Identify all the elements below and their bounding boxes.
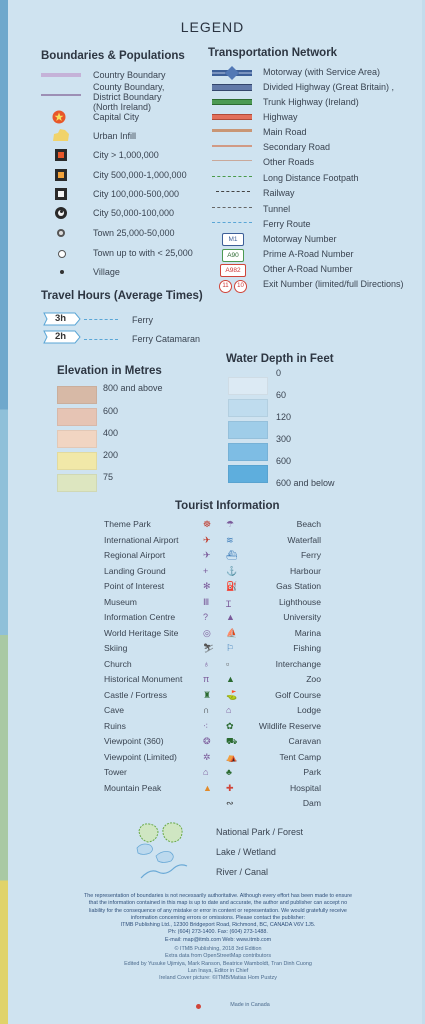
ferry-route-line bbox=[212, 222, 252, 223]
legend-label: Village bbox=[93, 267, 120, 277]
tourist-label-right: Hospital bbox=[289, 782, 321, 793]
tourist-icon: ▲ bbox=[226, 674, 235, 684]
elevation-label: 400 bbox=[103, 428, 119, 438]
capital-city-icon bbox=[52, 110, 66, 129]
tourist-icon: ☸ bbox=[203, 519, 212, 529]
village-icon bbox=[60, 270, 64, 274]
tourist-label-left: Ruins bbox=[104, 720, 126, 731]
depth-label: 0 bbox=[276, 368, 282, 378]
tourist-label-right: Golf Course bbox=[275, 689, 321, 700]
legend-label: Long Distance Footpath bbox=[263, 173, 359, 183]
area-label: National Park / Forest bbox=[216, 827, 304, 837]
legend-label: Ferry Catamaran bbox=[132, 334, 201, 344]
legend-label: Divided Highway (Great Britain) , bbox=[263, 82, 395, 92]
legend-label: Highway bbox=[263, 112, 298, 122]
tourist-label-right: Caravan bbox=[288, 736, 321, 746]
tourist-label-left: Mountain Peak bbox=[104, 782, 162, 793]
catamaran-route-line bbox=[84, 339, 118, 340]
tourist-label-right: Marina bbox=[294, 627, 321, 638]
depth-label: 300 bbox=[276, 434, 292, 444]
tourist-icon: ✚ bbox=[226, 782, 234, 793]
legend-label: Country Boundary bbox=[93, 70, 166, 80]
tourist-icon: ✈ bbox=[203, 550, 211, 560]
tourist-icon: ? bbox=[203, 612, 209, 622]
county-boundary-line bbox=[41, 94, 81, 96]
tourist-icon: ⚐ bbox=[226, 643, 235, 653]
tourist-icon: ⛺ bbox=[226, 751, 238, 762]
elevation-swatch bbox=[57, 386, 97, 404]
elevation-swatch bbox=[57, 474, 97, 492]
tourist-label-right: Waterfall bbox=[287, 534, 321, 545]
legend-label: Main Road bbox=[263, 127, 307, 137]
tourist-icon: ♁ bbox=[203, 658, 210, 669]
city-50k-icon bbox=[55, 207, 67, 219]
tourist-label-left: Church bbox=[104, 658, 132, 669]
depth-swatch bbox=[228, 443, 268, 461]
tourist-label-right: Gas Station bbox=[276, 581, 321, 591]
urban-infill-icon bbox=[52, 128, 70, 147]
depth-swatch bbox=[228, 421, 268, 439]
trunk-highway-line bbox=[212, 99, 252, 105]
tourist-label-right: Interchange bbox=[275, 658, 321, 669]
legend-label: Other Roads bbox=[263, 157, 315, 167]
made-in-text: Made in Canada bbox=[230, 1002, 270, 1008]
river-icon bbox=[140, 862, 188, 887]
tourist-label-left: Skiing bbox=[104, 643, 128, 653]
tourist-icon: ✲ bbox=[203, 751, 211, 762]
town-small-icon bbox=[58, 250, 66, 258]
legend-label: Other A-Road Number bbox=[263, 264, 353, 274]
tourist-label-right: Beach bbox=[296, 519, 321, 529]
legend-label: City 50,000-100,000 bbox=[93, 208, 175, 218]
tourist-heading: Tourist Information bbox=[175, 500, 280, 512]
tourist-label-left: Museum bbox=[104, 596, 137, 607]
tourist-icon: ✿ bbox=[226, 720, 234, 731]
boundaries-heading: Boundaries & Populations bbox=[41, 50, 185, 62]
tourist-label-left: Viewpoint (Limited) bbox=[104, 751, 177, 762]
tourist-icon: ⛷ bbox=[203, 643, 215, 653]
legend-label: Town up to with < 25,000 bbox=[93, 248, 193, 258]
legend-label: Trunk Highway (Ireland) bbox=[263, 97, 359, 107]
depth-label: 600 bbox=[276, 456, 292, 466]
legend-label: Motorway (with Service Area) bbox=[263, 67, 381, 77]
legend-label: Tunnel bbox=[263, 204, 291, 214]
elevation-swatch bbox=[57, 430, 97, 448]
tourist-icon: ⛳ bbox=[226, 689, 238, 700]
legend-title: LEGEND bbox=[180, 19, 245, 35]
tourist-label-left: Viewpoint (360) bbox=[104, 736, 164, 746]
tourist-icon: ♣ bbox=[226, 767, 232, 777]
legend-label: County Boundary, District Boundary (North Ireland) bbox=[93, 82, 165, 112]
tourist-label-left: Tower bbox=[104, 767, 127, 777]
legend-label: Urban Infill bbox=[93, 131, 137, 141]
country-boundary-line bbox=[41, 73, 81, 77]
elevation-swatch bbox=[57, 452, 97, 470]
elevation-label: 75 bbox=[103, 472, 114, 482]
tourist-label-right: Ferry bbox=[300, 550, 321, 560]
legend-label: Capital City bbox=[93, 112, 140, 122]
elevation-swatch bbox=[57, 408, 97, 426]
prime-a-road-badge: A90 bbox=[222, 249, 244, 262]
tourist-label-right: Lodge bbox=[297, 705, 321, 715]
legend-label: City 100,000-500,000 bbox=[93, 189, 180, 199]
depth-swatch bbox=[228, 465, 268, 483]
legend-label: Exit Number (limited/full Directions) bbox=[263, 279, 404, 289]
ferry-route-line bbox=[84, 319, 118, 320]
tourist-icon: π bbox=[203, 674, 210, 684]
tourist-label-left: Theme Park bbox=[104, 519, 151, 529]
tourist-label-right: Wildlife Reserve bbox=[258, 720, 321, 731]
tourist-label-right: Fishing bbox=[293, 643, 321, 653]
tourist-icon: ⚓ bbox=[226, 565, 238, 576]
tourist-icon: ∩ bbox=[203, 705, 210, 715]
disclaimer-text: The representation of boundaries is not necessarily authoritative. Although every effort has been made to ensure that the information contained in this map is up to date and accurate, the author and publisher can accept no liability for the consequence of any mistake or error in content or representation. We would gratefully receive information concerning errors or omissions. Please contact the publisher: ITMB Publishing Ltd., 12300 Bridgeport Road, Richmond, BC, CANADA V6V 1J5. Ph: (604) 273-1400. Fax: (604) 273-1488. E-mail: map@itmb.com Web: www.itmb.com bbox=[83, 893, 353, 943]
tourist-icon: ▫ bbox=[226, 658, 230, 669]
tourist-icon: ⛴ bbox=[226, 550, 238, 560]
tourist-label-left: Point of Interest bbox=[104, 581, 165, 591]
other-roads-line bbox=[212, 160, 252, 161]
legend-label: City > 1,000,000 bbox=[93, 150, 159, 160]
tourist-icon: ▲ bbox=[203, 782, 212, 793]
tourist-icon: ▲ bbox=[226, 612, 235, 622]
tourist-label-right: Zoo bbox=[306, 674, 321, 684]
tourist-icon: ≋ bbox=[226, 534, 234, 545]
tourist-icon: ◎ bbox=[203, 627, 211, 638]
tourist-icon: ∾ bbox=[226, 798, 234, 808]
elevation-heading: Elevation in Metres bbox=[57, 365, 162, 377]
tunnel-line bbox=[212, 207, 252, 208]
legend-label: Ferry Route bbox=[263, 219, 311, 229]
depth-swatch bbox=[228, 377, 268, 395]
main-road-line bbox=[212, 129, 252, 132]
tourist-icon: Ⅲ bbox=[203, 596, 210, 607]
tourist-icon: ✈ bbox=[203, 534, 211, 545]
tourist-icon: Ɪ bbox=[226, 598, 232, 609]
exit-number-full-badge: 10 bbox=[234, 280, 247, 293]
city-1m-icon bbox=[55, 149, 67, 161]
tourist-icon: ⌂ bbox=[226, 705, 232, 715]
tourist-icon: ⁖ bbox=[203, 720, 209, 731]
tourist-label-right: Lighthouse bbox=[278, 596, 321, 607]
highway-line bbox=[212, 114, 252, 120]
tourist-icon: ♜ bbox=[203, 689, 212, 700]
tourist-label-right: Harbour bbox=[289, 565, 321, 576]
tourist-label-left: Information Centre bbox=[104, 612, 176, 622]
tourist-icon: ✻ bbox=[203, 581, 211, 591]
tourist-icon: ⛟ bbox=[226, 736, 238, 746]
town-25k-icon bbox=[57, 229, 65, 237]
area-label: River / Canal bbox=[216, 867, 269, 877]
city-500k-icon bbox=[55, 169, 67, 181]
exit-number-limited-badge: 11 bbox=[219, 280, 232, 293]
tourist-label-right: Tent Camp bbox=[279, 751, 321, 762]
tourist-label-right: Dam bbox=[302, 798, 321, 808]
area-label: Lake / Wetland bbox=[216, 847, 276, 857]
legend-label: Railway bbox=[263, 188, 295, 198]
legend-label: City 500,000-1,000,000 bbox=[93, 170, 187, 180]
tourist-icon: ❂ bbox=[203, 736, 211, 746]
tourist-label-left: Regional Airport bbox=[104, 550, 166, 560]
other-a-road-badge: A982 bbox=[220, 264, 246, 277]
motorway-number-badge: M1 bbox=[222, 233, 244, 246]
tourist-icon: ⌂ bbox=[203, 767, 209, 777]
transport-heading: Transportation Network bbox=[208, 47, 338, 59]
tourist-label-left: Castle / Fortress bbox=[104, 689, 168, 700]
legend-sheet bbox=[8, 0, 422, 1024]
elevation-label: 200 bbox=[103, 450, 119, 460]
tourist-label-left: International Airport bbox=[104, 534, 179, 545]
credits-text: © ITMB Publishing, 2018 3rd Edition Extra data from OpenStreetMap contributors Edited by Yusuke Ujimiya, Mark Ranson, Beatrice Wamboldt, Tran Dinh Cuong Lan Inaya, Editor in Chief Ireland Cover picture: ©ITMB/Matias Hom Pustzy bbox=[124, 946, 312, 982]
tourist-icon: ⛽ bbox=[226, 581, 238, 591]
legend-label: Secondary Road bbox=[263, 142, 331, 152]
tourist-label-right: University bbox=[283, 612, 321, 622]
motorway-line bbox=[212, 66, 252, 85]
tourist-label-left: Landing Ground bbox=[104, 565, 166, 576]
ferry-time-value: 3h bbox=[55, 313, 67, 324]
depth-label: 60 bbox=[276, 390, 287, 400]
legend-label: Prime A-Road Number bbox=[263, 249, 354, 259]
tourist-icon: ☂ bbox=[226, 519, 235, 529]
tourist-icon: + bbox=[203, 565, 209, 576]
elevation-label: 600 bbox=[103, 406, 119, 416]
tourist-label-right: Park bbox=[303, 767, 321, 777]
city-100k-icon bbox=[55, 188, 67, 200]
tourist-label-left: Historical Monument bbox=[104, 674, 183, 684]
depth-swatch bbox=[228, 399, 268, 417]
water-depth-heading: Water Depth in Feet bbox=[226, 353, 334, 365]
secondary-road-line bbox=[212, 145, 252, 147]
railway-line bbox=[216, 191, 250, 192]
tourist-label-left: World Heritage Site bbox=[104, 627, 179, 638]
tourist-icon: ⛵ bbox=[226, 627, 238, 638]
tourist-label-left: Cave bbox=[104, 705, 125, 715]
catamaran-time-value: 2h bbox=[55, 331, 67, 342]
depth-label: 600 and below bbox=[276, 478, 335, 488]
travel-hours-heading: Travel Hours (Average Times) bbox=[41, 290, 203, 302]
legend-label: Ferry bbox=[132, 315, 153, 325]
elevation-label: 800 and above bbox=[103, 383, 163, 393]
legend-label: Town 25,000-50,000 bbox=[93, 228, 175, 238]
footpath-line bbox=[212, 176, 252, 177]
depth-label: 120 bbox=[276, 412, 292, 422]
divided-highway-line bbox=[212, 84, 252, 91]
legend-label: Motorway Number bbox=[263, 234, 337, 244]
